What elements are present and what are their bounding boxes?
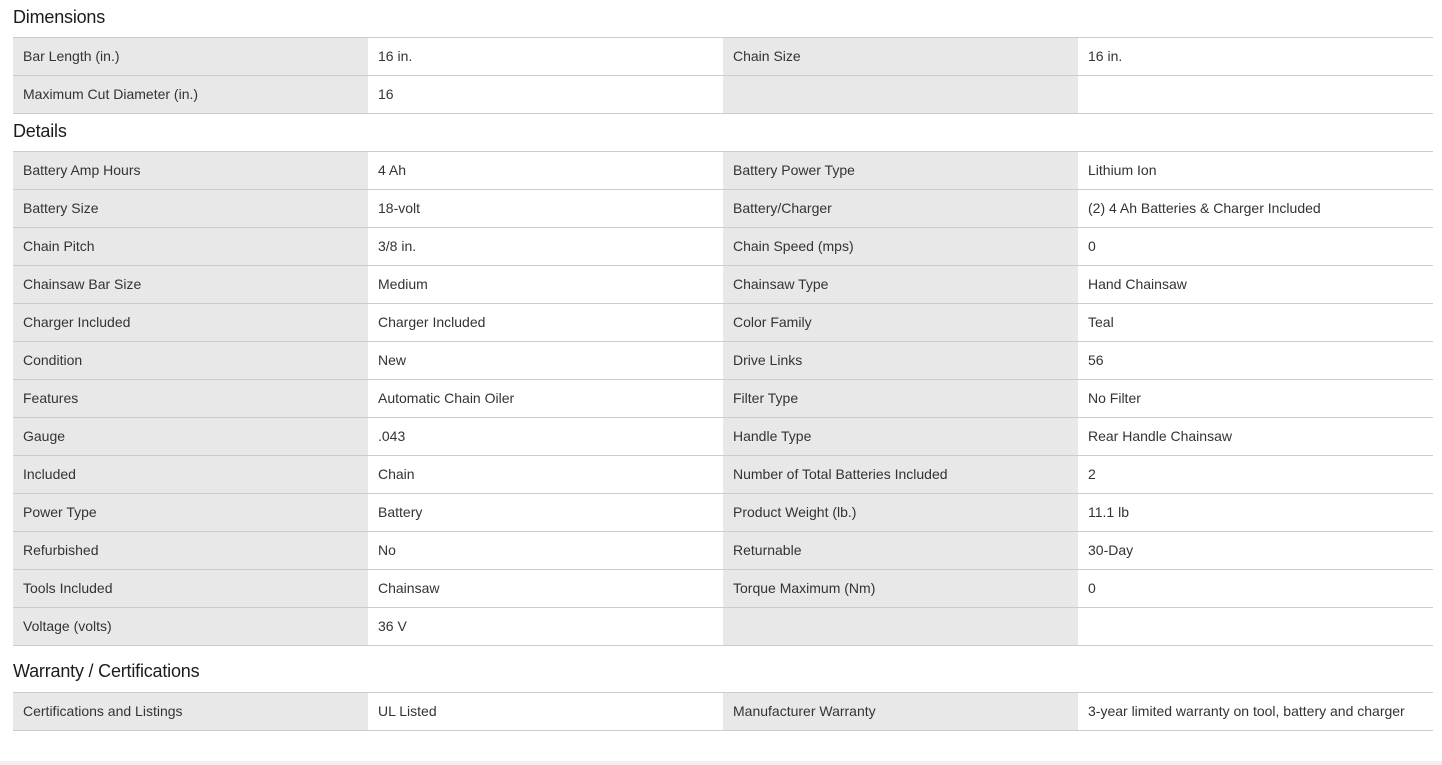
spec-row [13,456,1433,494]
spec-label: Tools Included [13,570,368,607]
warranty-section [13,646,1433,731]
spec-value: No Filter [1078,380,1433,417]
spec-label: Included [13,456,368,493]
spec-label: Chain Speed (mps) [723,228,1078,265]
spec-table [13,151,1433,646]
spec-value: 0 [1078,570,1433,607]
spec-row [13,190,1433,228]
spec-label: Charger Included [13,304,368,341]
spec-value: 16 in. [1078,38,1433,75]
spec-label: Battery/Charger [723,190,1078,227]
spec-label: Gauge [13,418,368,455]
spec-value: .043 [368,418,723,455]
spec-table [13,37,1433,114]
spec-row [13,608,1433,646]
spec-value: Battery [368,494,723,531]
spec-value: 18-volt [368,190,723,227]
spec-table [13,692,1433,731]
spec-value: Charger Included [368,304,723,341]
spec-value: 3-year limited warranty on tool, battery and charger [1078,693,1433,730]
spec-row [13,570,1433,608]
spec-value: 2 [1078,456,1433,493]
spec-value: 11.1 lb [1078,494,1433,531]
spec-row [13,38,1433,76]
spec-label: Handle Type [723,418,1078,455]
spec-label: Filter Type [723,380,1078,417]
spec-label: Product Weight (lb.) [723,494,1078,531]
spec-label: Maximum Cut Diameter (in.) [13,76,368,113]
spec-label: Chainsaw Type [723,266,1078,303]
spec-row [13,76,1433,114]
spec-value: 0 [1078,228,1433,265]
spec-value: 36 V [368,608,723,645]
spec-label: Features [13,380,368,417]
spec-value: Chainsaw [368,570,723,607]
spec-row [13,380,1433,418]
spec-value: Chain [368,456,723,493]
spec-row [13,152,1433,190]
spec-label [723,76,1078,113]
spec-label: Returnable [723,532,1078,569]
spec-row [13,418,1433,456]
spec-label: Power Type [13,494,368,531]
spec-label: Chainsaw Bar Size [13,266,368,303]
spec-value [1078,76,1433,113]
spec-label: Chain Pitch [13,228,368,265]
spec-value: Teal [1078,304,1433,341]
spec-label [723,608,1078,645]
spec-value: 56 [1078,342,1433,379]
spec-value: Lithium Ion [1078,152,1433,189]
section-title: Warranty / Certifications [13,661,200,681]
spec-label: Torque Maximum (Nm) [723,570,1078,607]
spec-value: (2) 4 Ah Batteries & Charger Included [1078,190,1433,227]
spec-label: Battery Amp Hours [13,152,368,189]
spec-value: 3/8 in. [368,228,723,265]
spec-value: UL Listed [368,693,723,730]
spec-row [13,228,1433,266]
spec-row [13,342,1433,380]
spec-value: No [368,532,723,569]
details-section [13,114,1433,646]
spec-row [13,304,1433,342]
spec-value: Automatic Chain Oiler [368,380,723,417]
spec-label: Drive Links [723,342,1078,379]
spec-row [13,693,1433,731]
spec-value: 30-Day [1078,532,1433,569]
spec-label: Certifications and Listings [13,693,368,730]
spec-label: Chain Size [723,38,1078,75]
spec-label: Battery Power Type [723,152,1078,189]
spec-label: Color Family [723,304,1078,341]
spec-label: Number of Total Batteries Included [723,456,1078,493]
spec-label: Manufacturer Warranty [723,693,1078,730]
spec-label: Voltage (volts) [13,608,368,645]
spec-value: Medium [368,266,723,303]
spec-label: Bar Length (in.) [13,38,368,75]
spec-row [13,532,1433,570]
spec-value: 4 Ah [368,152,723,189]
spec-label: Condition [13,342,368,379]
spec-value [1078,608,1433,645]
spec-value: 16 in. [368,38,723,75]
spec-value: Hand Chainsaw [1078,266,1433,303]
spec-row [13,266,1433,304]
spec-value: 16 [368,76,723,113]
section-title: Details [13,121,67,141]
dimensions-section [13,0,1433,114]
section-title: Dimensions [13,7,106,27]
spec-row [13,494,1433,532]
spec-label: Refurbished [13,532,368,569]
spec-value: Rear Handle Chainsaw [1078,418,1433,455]
spec-label: Battery Size [13,190,368,227]
spec-value: New [368,342,723,379]
